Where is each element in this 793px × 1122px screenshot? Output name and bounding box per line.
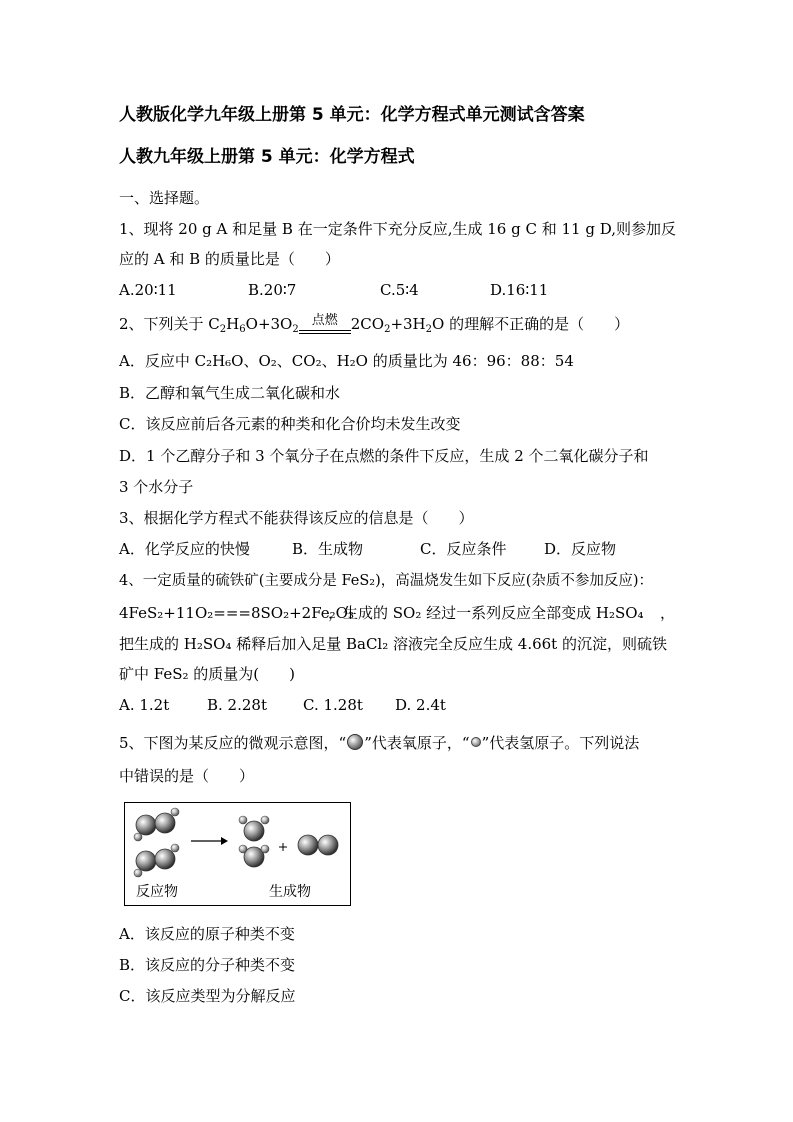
reaction-arrow bbox=[191, 837, 228, 845]
q4-stem-line4: 矿中 FeS₂ 的质量为( ) bbox=[119, 665, 295, 683]
q2-option-d-line2: 3 个水分子 bbox=[119, 478, 194, 496]
q1-stem-line2: 应的 A 和 B 的质量比是（ ） bbox=[119, 250, 340, 268]
hydrogen-atom-icon bbox=[471, 737, 481, 747]
q5-stem-part1: 5、下图为某反应的微观示意图，“ bbox=[119, 734, 347, 752]
q4-equation: 4FeS₂+11O₂===8SO₂+2Fe₂O₃ bbox=[119, 604, 354, 622]
product-water-2 bbox=[239, 845, 269, 867]
q4-stem-line2: ，生成的 SO₂ 经过一系列反应全部变成 H₂SO₄ bbox=[328, 604, 644, 622]
q4-option-b: B. 2.28t bbox=[207, 696, 267, 714]
q4-option-c: C. 1.28t bbox=[303, 696, 363, 714]
q3-option-c: C．反应条件 bbox=[420, 540, 507, 558]
q5-stem-part2: ”代表氧原子，“ bbox=[364, 734, 470, 752]
reactant-label: 反应物 bbox=[136, 884, 178, 900]
q5-option-c: C．该反应类型为分解反应 bbox=[119, 987, 296, 1005]
q5-stem-part3: ”代表氢原子。下列说法 bbox=[481, 734, 640, 752]
reaction-diagram bbox=[124, 802, 351, 906]
q1-option-c: C.5∶4 bbox=[380, 281, 419, 299]
q4-option-d: D. 2.4t bbox=[395, 696, 446, 714]
q5-option-b: B．该反应的分子种类不变 bbox=[119, 956, 296, 974]
product-water-1 bbox=[239, 816, 269, 841]
q4-stem-line2-end: ， bbox=[660, 604, 676, 622]
reactant-molecule-1 bbox=[134, 808, 179, 841]
q2-option-a: A．反应中 C₂H₆O、O₂、CO₂、H₂O 的质量比为 46：96：88：54 bbox=[119, 352, 574, 370]
q1-option-d: D.16∶11 bbox=[490, 281, 549, 299]
reactant-molecule-2 bbox=[134, 844, 179, 877]
q4-stem-line1: 4、一定质量的硫铁矿(主要成分是 FeS₂)，高温烧发生如下反应(杂质不参加反应)： bbox=[119, 573, 654, 589]
oxygen-atom-icon bbox=[347, 734, 363, 750]
q1-stem-line1: 1、现将 20 g A 和足量 B 在一定条件下充分反应,生成 16 g C 和 11 g D,则参加反 bbox=[119, 220, 676, 238]
q1-option-b: B.20∶7 bbox=[248, 281, 297, 299]
section-heading: 一、选择题。 bbox=[119, 189, 210, 207]
product-label: 生成物 bbox=[269, 884, 311, 900]
q2-option-d-line1: D．1 个乙醇分子和 3 个氧分子在点燃的条件下反应，生成 2 个二氧化碳分子和 bbox=[119, 447, 649, 465]
q2-stem: 2、下列关于 $C_2H_6O+3O_2$ 点燃 $2CO_2+3H_2O$ 的理解不正确的是（ ） bbox=[119, 313, 630, 335]
q5-stem-line1 bbox=[119, 733, 639, 753]
q2-option-b: B．乙醇和氧气生成二氧化碳和水 bbox=[119, 384, 341, 402]
q4-option-a: A. 1.2t bbox=[119, 696, 170, 714]
q5-stem-line2: 中错误的是（ ） bbox=[119, 767, 255, 785]
q2-option-c: C．该反应前后各元素的种类和化合价均未发生改变 bbox=[119, 415, 461, 433]
q3-option-d: D．反应物 bbox=[544, 540, 617, 558]
q2-stem-prefix: 2、下列关于 C bbox=[119, 315, 220, 333]
q4-stem-line3: 把生成的 H₂SO₄ 稀释后加入足量 BaCl₂ 溶液完全反应生成 4.66t 的沉淀，则硫铁 bbox=[119, 635, 667, 653]
q1-option-a: A.20∶11 bbox=[119, 281, 177, 299]
reaction-condition bbox=[299, 313, 351, 334]
unit-title: 人教九年级上册第 5 单元：化学方程式 bbox=[119, 147, 415, 167]
q5-option-a: A．该反应的原子种类不变 bbox=[119, 925, 295, 943]
q3-option-a: A．化学反应的快慢 bbox=[119, 540, 250, 558]
document-title: 人教版化学九年级上册第 5 单元：化学方程式单元测试含答案 bbox=[119, 105, 585, 125]
plus-sign bbox=[279, 843, 287, 851]
q2-stem-suffix: 的理解不正确的是（ ） bbox=[449, 315, 630, 333]
q3-option-b: B．生成物 bbox=[292, 540, 364, 558]
q3-stem: 3、根据化学方程式不能获得该反应的信息是（ ） bbox=[119, 509, 474, 527]
product-oxygen bbox=[298, 835, 338, 855]
condition-label: 点燃 bbox=[311, 313, 338, 328]
